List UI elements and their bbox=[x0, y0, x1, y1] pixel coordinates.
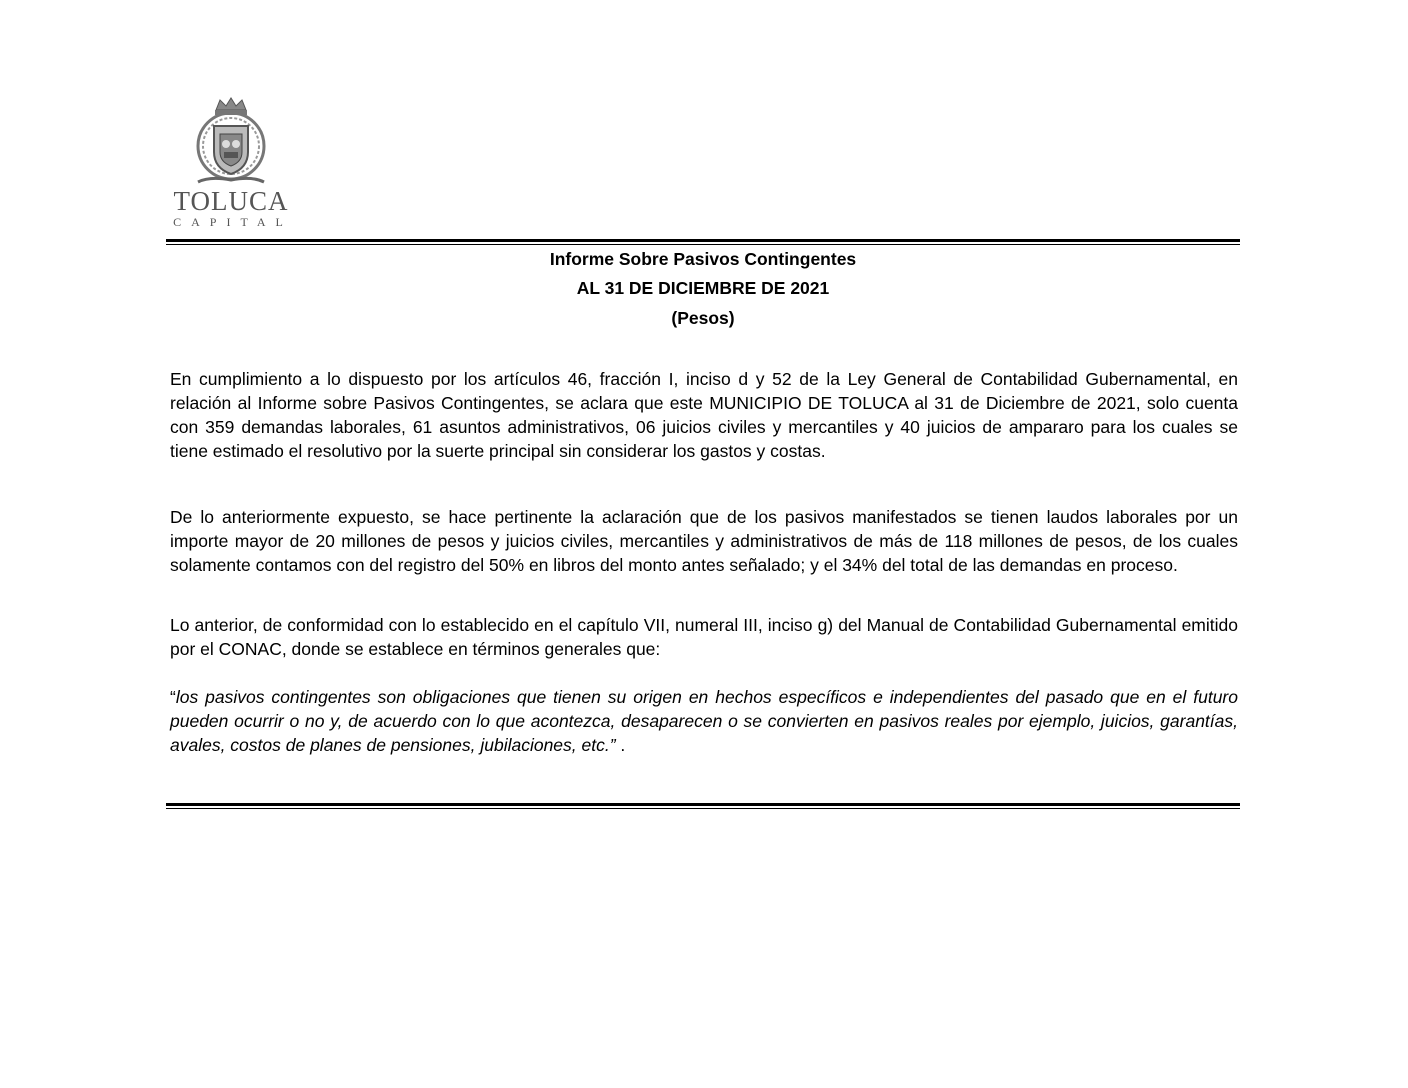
report-date: AL 31 DE DICIEMBRE DE 2021 bbox=[576, 278, 830, 298]
quote-open-mark: “ bbox=[170, 687, 176, 707]
quote-text: los pasivos contingentes son obligaciones que tienen su origen en hechos específicos e independientes del pasado que en el futuro pueden ocurrir o no y, de acuerdo con lo que acontezca, desaparecen o se convierten en pasivos reales por ejemplo, juicios, garantías, avales, costos de planes de pensiones, jubilaciones, etc.” bbox=[170, 687, 1238, 755]
logo-subtitle: CAPITAL bbox=[173, 215, 293, 229]
logo-name: TOLUCA bbox=[173, 186, 289, 216]
paragraph-liabilities: De lo anteriormente expuesto, se hace pertinente la aclaración que de los pasivos manifestados se tienen laudos laborales por un importe mayor de 20 millones de pesos y juicios civiles, mercantiles y administrativos de más de 118 millones de pesos, de los cuales solamente contamos con del registro del 50% en libros del monto antes señalado; y el 34% del total de las demandas en proceso. bbox=[170, 507, 1238, 575]
definition-quote bbox=[170, 685, 1238, 757]
paragraph-compliance: En cumplimiento a lo dispuesto por los artículos 46, fracción I, inciso d y 52 de la Ley General de Contabilidad Gubernamental, en relación al Informe sobre Pasivos Contingentes, se aclara que este MUNICIPIO DE TOLUCA al 31 de Diciembre de 2021, solo cuenta con 359 demandas laborales, 61 asuntos administrativos, 06 juicios civiles y mercantiles y 40 juicios de ampararo para los cuales se tiene estimado el resolutivo por la suerte principal sin considerar los gastos y costas. bbox=[170, 369, 1238, 461]
toluca-logo bbox=[168, 96, 294, 232]
paragraph-reference: Lo anterior, de conformidad con lo establecido en el capítulo VII, numeral III, inciso g) del Manual de Contabilidad Gubernamental emitido por el CONAC, donde se establece en términos generales que: bbox=[170, 615, 1238, 659]
quote-end: . bbox=[615, 735, 626, 755]
report-unit: (Pesos) bbox=[671, 308, 735, 328]
footer-divider bbox=[166, 803, 1240, 809]
coat-of-arms-icon bbox=[190, 96, 272, 188]
report-title: Informe Sobre Pasivos Contingentes bbox=[549, 249, 857, 269]
